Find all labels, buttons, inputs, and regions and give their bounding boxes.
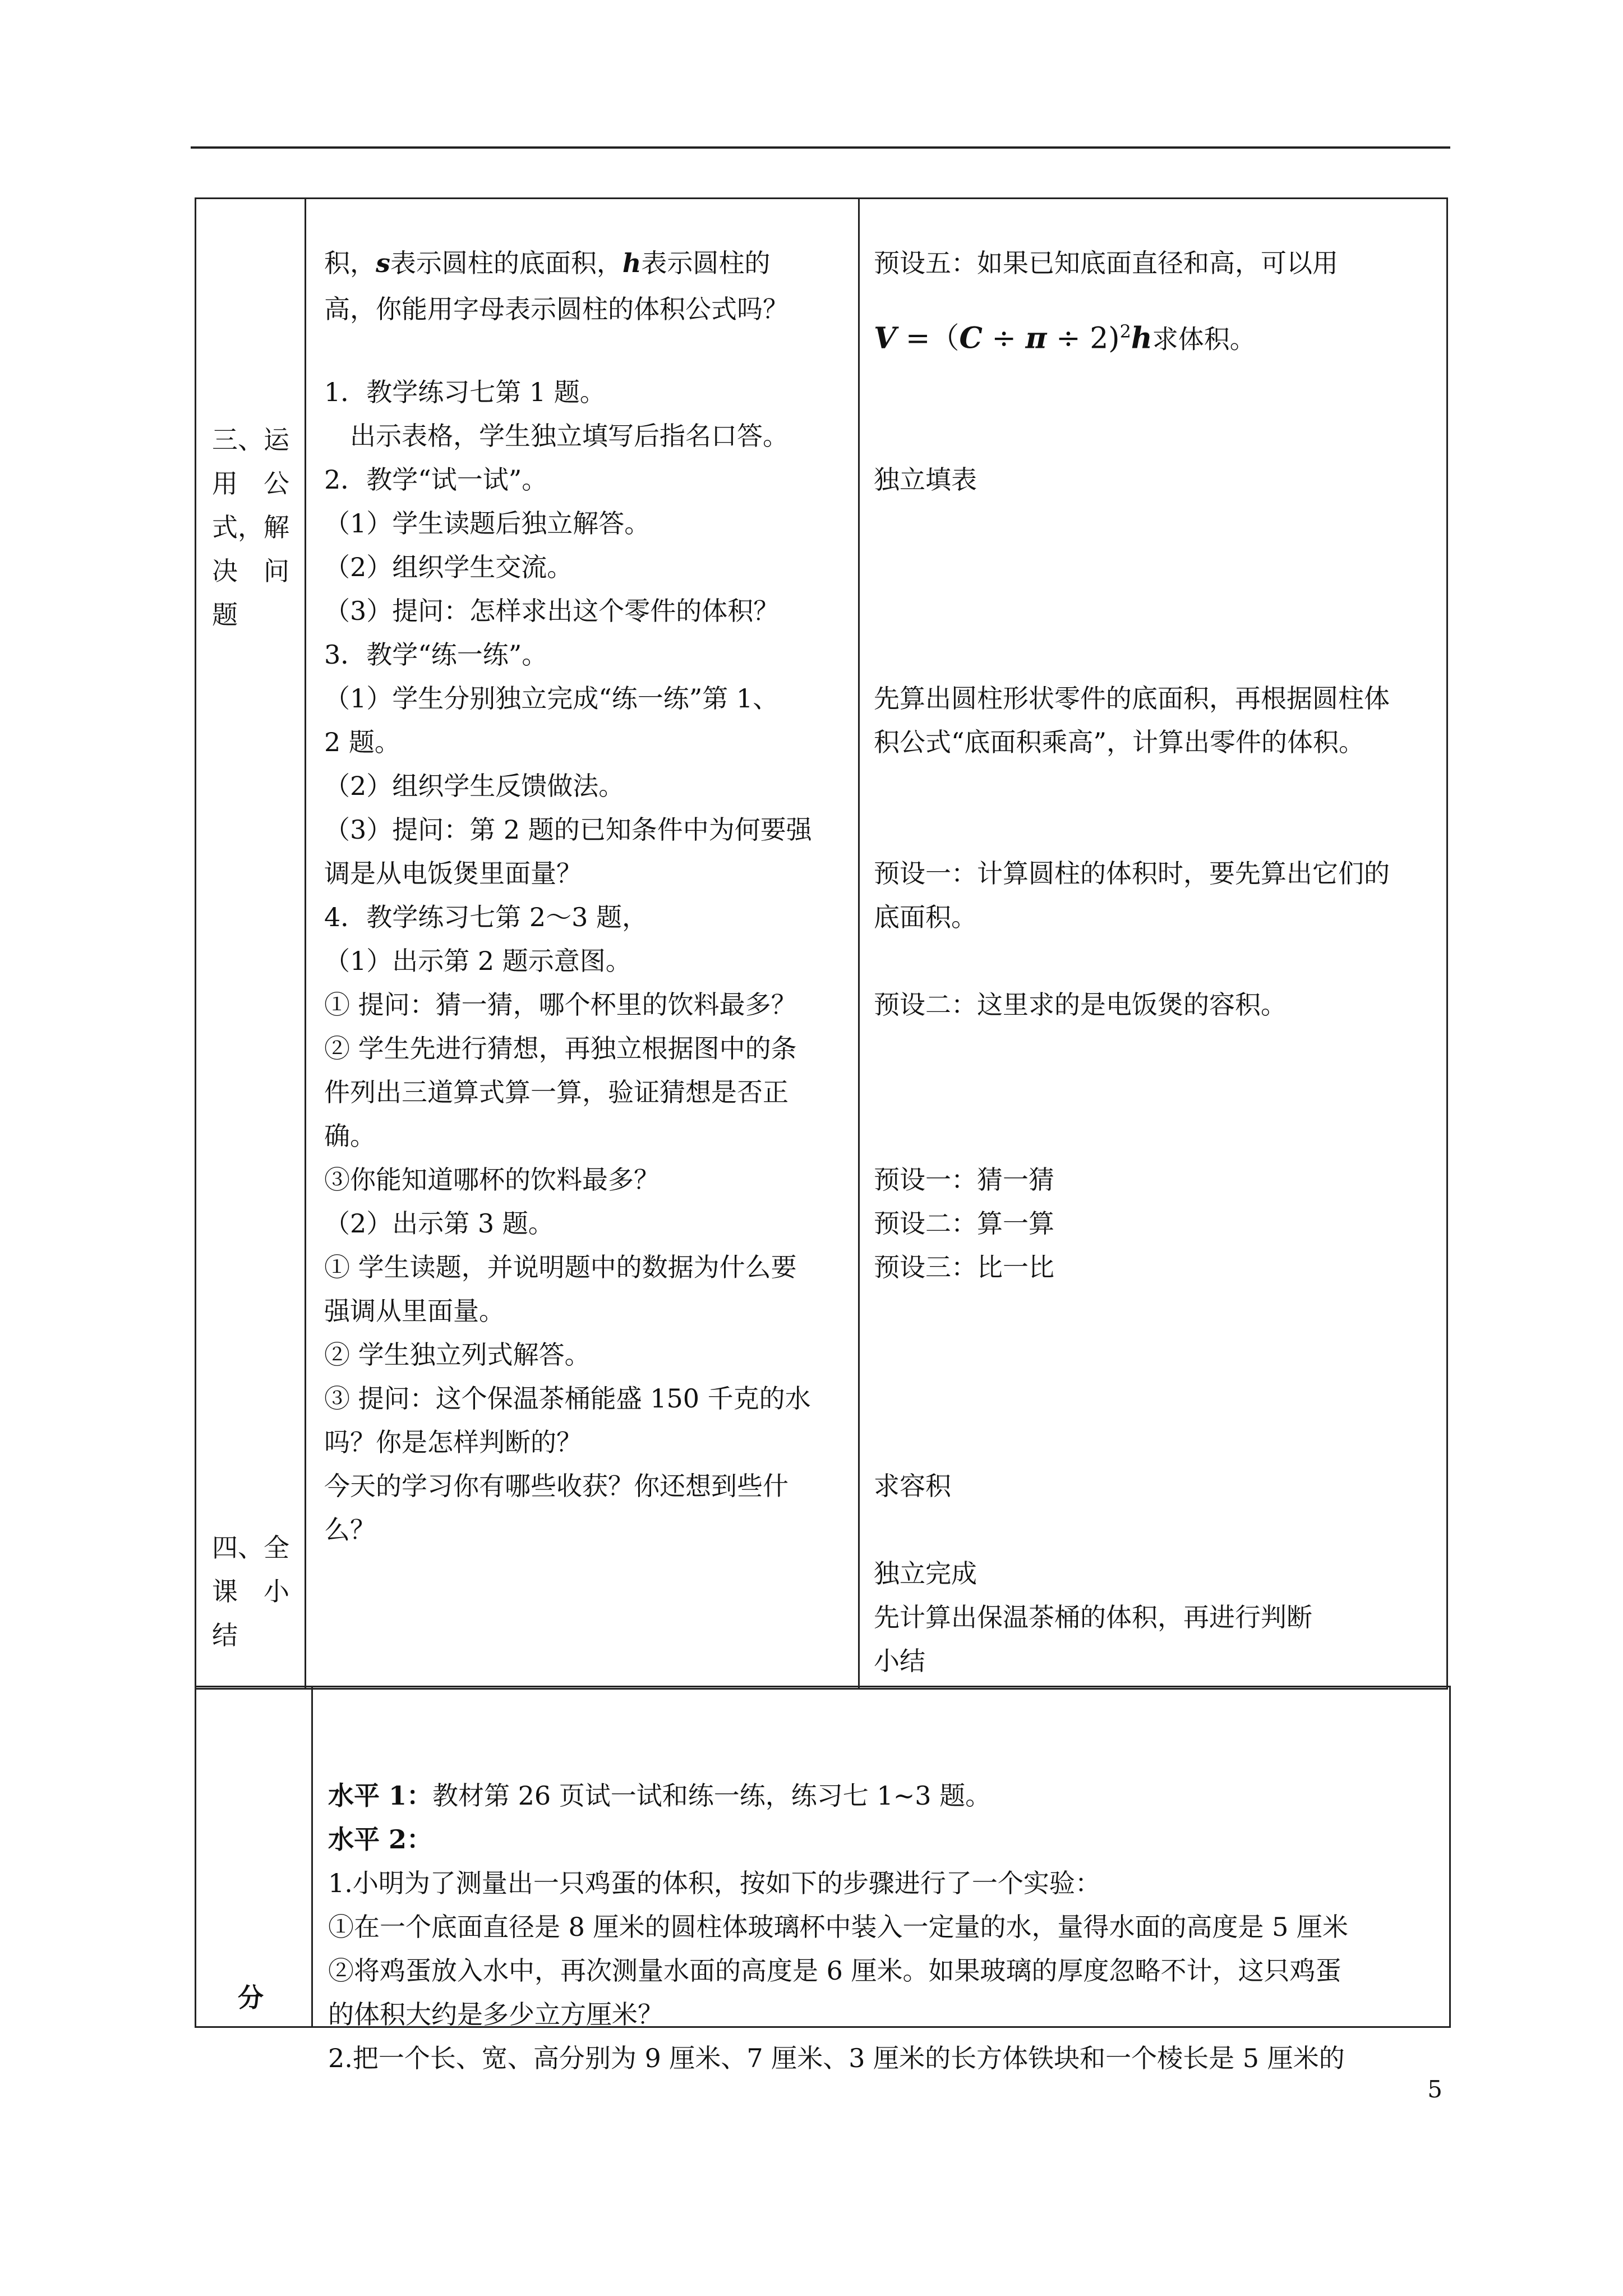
- activity-line: 预设二：算一算: [874, 1208, 1054, 1239]
- step-line: 2．教学“试一试”。: [324, 464, 548, 495]
- section-4-line: 结: [212, 1620, 238, 1650]
- step-line: ① 学生读题，并说明题中的数据为什么要: [324, 1252, 797, 1282]
- problem-line: 2.把一个长、宽、高分别为 9 厘米、7 厘米、3 厘米的长方体铁块和一个棱长是 5 厘米的: [328, 2043, 1345, 2073]
- activity-line: 独立填表: [874, 464, 977, 495]
- step-line: （2）组织学生反馈做法。: [324, 771, 625, 801]
- activity-line: 小结: [874, 1646, 925, 1676]
- step-line: （3）提问：第 2 题的已知条件中为何要强: [324, 815, 812, 845]
- activity-line: 底面积。: [874, 902, 977, 932]
- step-line: 强调从里面量。: [324, 1296, 505, 1326]
- section-3-line: 题: [212, 600, 238, 630]
- volume-formula: V =（C ÷ π ÷ 2)$^2$h求体积。: [874, 321, 1256, 356]
- activity-line: 预设一：计算圆柱的体积时，要先算出它们的: [874, 858, 1390, 889]
- step-line: 么？: [324, 1515, 376, 1545]
- step-line: （1）出示第 2 题示意图。: [324, 946, 631, 976]
- problem-line: 的体积大约是多少立方厘米？: [328, 1999, 663, 2030]
- level-1: 水平 1：教材第 26 页试一试和练一练，练习七 1~3 题。: [328, 1780, 992, 1811]
- step-line: ③ 提问：这个保温茶桶能盛 150 千克的水: [324, 1383, 811, 1414]
- step-line: 今天的学习你有哪些收获？你还想到些什: [324, 1471, 789, 1501]
- step-line: 2 题。: [324, 727, 400, 757]
- header-rule: [191, 146, 1450, 149]
- step-line: 4．教学练习七第 2～3 题，: [324, 902, 648, 932]
- step-line: ③你能知道哪杯的饮料最多？: [324, 1165, 660, 1195]
- col-divider-1: [305, 197, 306, 1690]
- intro-line-1: 积，s表示圆柱的底面积，h表示圆柱的: [324, 248, 771, 278]
- step-line: 1．教学练习七第 1 题。: [324, 377, 606, 407]
- page-number: 5: [1427, 2076, 1442, 2103]
- step-line: （2）出示第 3 题。: [324, 1208, 554, 1239]
- activity-line: 先计算出保温茶桶的体积，再进行判断: [874, 1602, 1312, 1632]
- problem-line: ②将鸡蛋放入水中，再次测量水面的高度是 6 厘米。如果玻璃的厚度忽略不计，这只鸡蛋: [328, 1955, 1341, 1986]
- activity-line: 积公式“底面积乘高”，计算出零件的体积。: [874, 727, 1365, 757]
- step-line: 3．教学“练一练”。: [324, 639, 548, 670]
- activity-line: 独立完成: [874, 1558, 977, 1589]
- section-3-line: 用 公: [212, 468, 289, 499]
- problem-line: 1.小明为了测量出一只鸡蛋的体积，按如下的步骤进行了一个实验：: [328, 1868, 1101, 1898]
- step-line: 调是从电饭煲里面量？: [324, 858, 582, 889]
- step-line: ① 提问：猜一猜，哪个杯里的饮料最多？: [324, 990, 797, 1020]
- step-line: （2）组织学生交流。: [324, 552, 573, 582]
- step-line: 件列出三道算式算一算，验证猜想是否正: [324, 1077, 789, 1107]
- problem-line: ①在一个底面直径是 8 厘米的圆柱体玻璃杯中装入一定量的水，量得水面的高度是 5 厘米: [328, 1912, 1349, 1942]
- step-line: 出示表格，学生独立填写后指名口答。: [324, 421, 789, 451]
- step-line: 确。: [324, 1121, 376, 1151]
- section-3-line: 三、运: [212, 425, 289, 455]
- activity-line: 预设二：这里求的是电饭煲的容积。: [874, 990, 1287, 1020]
- step-line: （1）学生读题后独立解答。: [324, 508, 651, 539]
- section-4-line: 课 小: [212, 1576, 289, 1607]
- step-line: 吗？你是怎样判断的？: [324, 1427, 582, 1457]
- homework-label: 分: [238, 1982, 264, 2013]
- preset-5: 预设五：如果已知底面直径和高，可以用: [874, 248, 1338, 278]
- col-divider-2: [858, 197, 860, 1690]
- section-3-line: 式，解: [212, 512, 289, 542]
- homework-divider: [311, 1686, 313, 2028]
- step-line: ② 学生先进行猜想，再独立根据图中的条: [324, 1033, 797, 1064]
- activity-line: 预设三：比一比: [874, 1252, 1054, 1282]
- activity-line: 先算出圆柱形状零件的底面积，再根据圆柱体: [874, 683, 1390, 714]
- step-line: ② 学生独立列式解答。: [324, 1340, 591, 1370]
- step-line: （1）学生分别独立完成“练一练”第 1、: [324, 683, 779, 714]
- intro-line-2: 高，你能用字母表示圆柱的体积公式吗？: [324, 294, 789, 324]
- level-2-title: 水平 2：: [328, 1824, 433, 1855]
- section-4-line: 四、全: [212, 1533, 289, 1563]
- step-line: （3）提问：怎样求出这个零件的体积？: [324, 596, 780, 626]
- section-3-line: 决 问: [212, 556, 289, 586]
- activity-line: 预设一：猜一猜: [874, 1165, 1054, 1195]
- activity-line: 求容积: [874, 1471, 951, 1501]
